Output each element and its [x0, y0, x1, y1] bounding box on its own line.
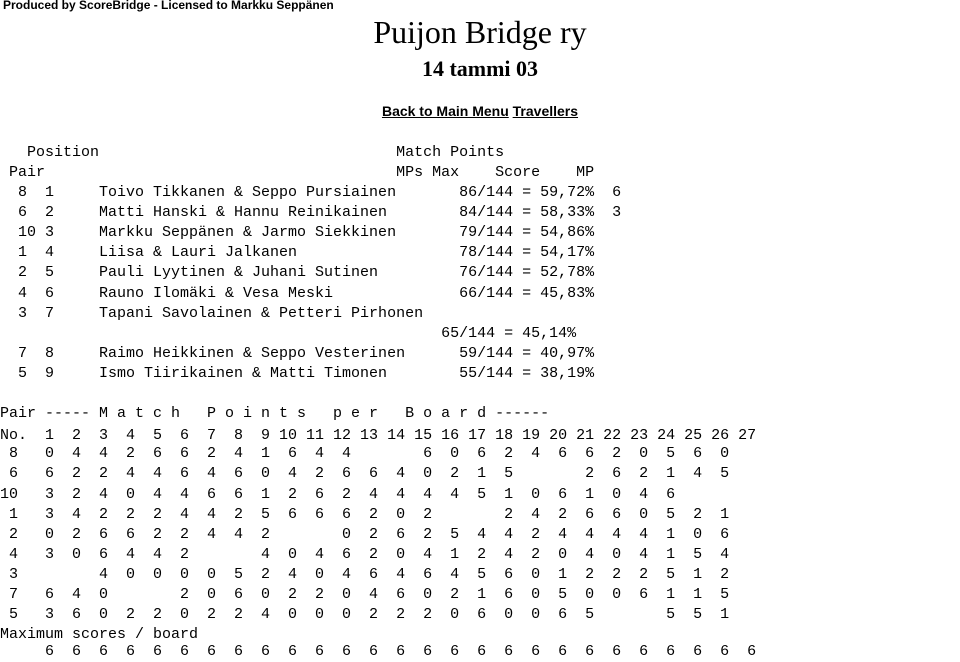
results-row: 1 4 Liisa & Lauri Jalkanen 78/144 = 54,17%: [0, 244, 595, 261]
results-row: 3 7 Tapani Savolainen & Petteri Pirhonen: [0, 305, 424, 322]
nav-links: [0, 101, 960, 121]
board-table-row: 2 0 2 6 6 2 2 4 4 2 0 2 6 2 5 4 4 2 4 4 4 4 1 0 6: [0, 526, 730, 543]
max-scores-label: Maximum scores / board: [0, 626, 199, 643]
results-row: 8 1 Toivo Tikkanen & Seppo Pursiainen 86/144 = 59,72% 6: [0, 184, 622, 201]
travellers-link[interactable]: Travellers: [512, 103, 579, 119]
max-scores-row: 6 6 6 6 6 6 6 6 6 6 6 6 6 6 6 6 6 6 6 6 6 6 6 6 6 6 6: [0, 643, 757, 660]
board-table-row: 5 3 6 0 2 2 0 2 2 4 0 0 0 2 2 2 0 6 0 0 6 5 5 5 1: [0, 606, 730, 623]
board-table-row: 8 0 4 4 2 6 6 2 4 1 6 4 4 6 0 6 2 4 6 6 2 0 5 6 0: [0, 445, 730, 462]
results-row: 6 2 Matti Hanski & Hannu Reinikainen 84/144 = 58,33% 3: [0, 204, 622, 221]
event-date: 14 tammi 03: [421, 56, 539, 81]
results-row: 4 6 Rauno Ilomäki & Vesa Meski 66/144 = 45,83%: [0, 285, 595, 302]
results-row: 2 5 Pauli Lyytinen & Juhani Sutinen 76/144 = 52,78%: [0, 264, 595, 281]
board-table-row: 4 3 0 6 4 4 2 4 0 4 6 2 0 4 1 2 4 2 0 4 0 4 1 5 4: [0, 546, 730, 563]
results-heading-position: Position Match Points: [0, 144, 505, 161]
results-row: 5 9 Ismo Tiirikainen & Matti Timonen 55/144 = 38,19%: [0, 365, 595, 382]
board-table-row: 3 4 0 0 0 0 5 2 4 0 4 6 4 6 4 5 6 0 1 2 2 2 5 1 2: [0, 566, 730, 583]
back-to-main-menu-link[interactable]: Back to Main Menu: [381, 103, 509, 119]
results-row: 10 3 Markku Seppänen & Jarmo Siekkinen 79/144 = 54,86%: [0, 224, 595, 241]
board-table-row: 7 6 4 0 2 0 6 0 2 2 0 4 6 0 2 1 6 0 5 0 0 6 1 1 5: [0, 586, 730, 603]
results-row: 7 8 Raimo Heikkinen & Seppo Vesterinen 59/144 = 40,97%: [0, 345, 595, 362]
page-title: Puijon Bridge ry: [373, 14, 587, 50]
board-table-header: No. 1 2 3 4 5 6 7 8 9 10 11 12 13 14 15 16 17 18 19 20 21 22 23 24 25 26 27: [0, 427, 757, 444]
board-table-row: 6 6 2 2 4 4 6 4 6 0 4 2 6 6 4 0 2 1 5 2 6 2 1 4 5: [0, 465, 730, 482]
results-heading-columns: Pair MPs Max Score MP: [0, 164, 595, 181]
board-table-title: Pair ----- M a t c h P o i n t s p e r B o a r d ------: [0, 405, 550, 422]
board-table-row: 1 3 4 2 2 2 4 4 2 5 6 6 6 2 0 2 2 4 2 6 6 0 5 2 1: [0, 506, 730, 523]
board-table-row: 10 3 2 4 0 4 4 6 6 1 2 6 2 4 4 4 4 5 1 0 6 1 0 4 6: [0, 486, 676, 503]
produced-by-notice: Produced by ScoreBridge - Licensed to Markku Seppänen: [3, 0, 334, 12]
results-row-continuation: 65/144 = 45,14%: [0, 325, 577, 342]
